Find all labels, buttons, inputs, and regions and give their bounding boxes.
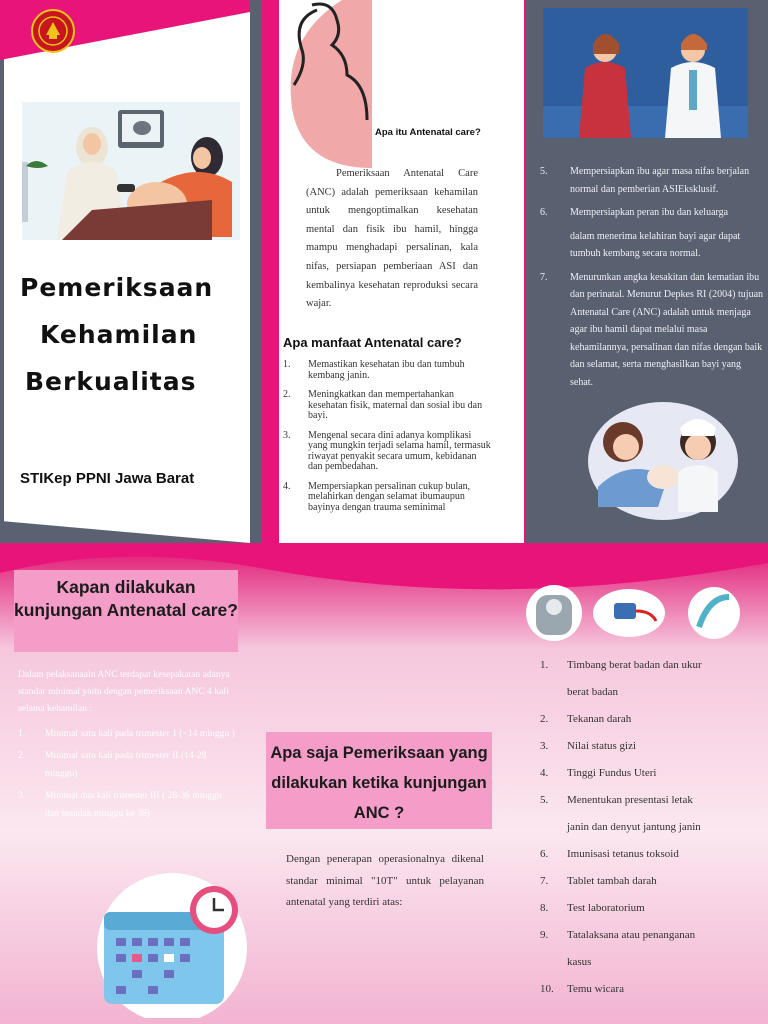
list-item: [540, 679, 760, 706]
benefits-list-continued: [540, 163, 766, 397]
list-number: [540, 949, 567, 976]
list-number: 3.: [540, 740, 549, 752]
list-number: 7.: [540, 271, 548, 283]
list-number: 5.: [540, 166, 548, 177]
list-item: [540, 163, 766, 198]
pregnant-woman-illustration: [282, 0, 372, 168]
list-text: kasus: [567, 956, 592, 968]
list-item: [540, 787, 760, 814]
list-item: [540, 949, 760, 976]
list-number: [540, 228, 570, 263]
list-number: 7.: [540, 875, 549, 887]
list-number: 6.: [540, 207, 548, 218]
list-number: [540, 679, 567, 706]
cover-title-line-2: Kehamilan: [40, 320, 198, 349]
list-item: [18, 747, 236, 783]
list-text: Tatalaksana atau penanganan: [567, 929, 696, 941]
list-text: Tekanan darah: [567, 713, 632, 725]
list-number: 2.: [540, 713, 549, 725]
list-text: Test laboratorium: [567, 902, 645, 914]
cover-subtitle: STIKep PPNI Jawa Barat: [20, 470, 195, 487]
anc-examinations-heading-box: [266, 732, 492, 829]
list-number: 8.: [540, 902, 549, 914]
list-text: Imunisasi tetanus toksoid: [567, 848, 679, 860]
when-visit-heading-box: [14, 570, 238, 652]
list-item: [540, 733, 760, 760]
list-item: [283, 482, 493, 514]
institution-logo: [30, 8, 76, 54]
list-text: Minimal dua kali trimester III ( 28-36 minggu dan sesudah minggu ke 36): [45, 790, 222, 819]
list-text: Nilai status gizi: [567, 740, 637, 752]
list-item: [18, 725, 236, 743]
anc-examinations-heading: Apa saja Pemeriksaan yang dilakukan ketika kunjungan ANC ?: [270, 744, 488, 822]
list-item: [540, 922, 760, 949]
list-text: Memastikan kesehatan ibu dan tumbuh kembang janin.: [308, 359, 465, 381]
list-number: 1.: [283, 359, 291, 370]
list-item: [540, 841, 760, 868]
list-text: Mempersiapkan peran ibu dan keluarga: [570, 207, 729, 218]
list-item: [283, 431, 493, 473]
list-text: Menurunkan angka kesakitan dan kematian ibu dan perinatal. Menurut Depkes RI (2004) tujuan Antenatal Care (ANC) adalah untuk menjaga agar ibu hamil dapat melalui masa kehamilannya, persalinan dan nifas dengan baik dan selamat, serta menghasilkan bayi yang sehat.: [570, 271, 764, 388]
list-number: 2.: [18, 750, 26, 761]
list-number: 4.: [283, 480, 291, 492]
newborn-care-illustration: [588, 402, 738, 520]
list-text: Minimal satu kali pada trimester 1 (<14 minggu ): [45, 728, 235, 739]
list-text: Tablet tambah darah: [567, 875, 657, 887]
list-item: [540, 976, 760, 1003]
list-text: Temu wicara: [567, 983, 624, 995]
list-text: Mempersiapkan ibu agar masa nifas berjalan normal dan pemberian ASIEksklusif.: [570, 166, 750, 195]
list-item: [540, 760, 760, 787]
list-text: Meningkatkan dan mempertahankan kesehatan fisik, maternal dan sosial ibu dan bayi.: [308, 389, 483, 421]
list-number: 4.: [540, 767, 549, 779]
list-text: Mengenal secara dini adanya komplikasi yang mungkin terjadi selama hamil, termasuk riwayat penyakit secara umum, kebidanan dan pembedahan.: [308, 429, 491, 472]
list-number: 5.: [540, 794, 549, 806]
list-item: [540, 228, 766, 263]
heading-what-is-antenatal-care: Apa itu Antenatal care?: [375, 127, 481, 138]
when-visit-heading: Kapan dilakukan kunjungan Antenatal care?: [14, 577, 238, 620]
antenatal-definition-paragraph: [306, 165, 478, 314]
visit-schedule-list: [18, 725, 236, 827]
list-item: [540, 706, 760, 733]
list-number: 10.: [540, 983, 554, 995]
antenatal-definition-text: Pemeriksaan Antenatal Care (ANC) adalah pemeriksaan kehamilan untuk mengoptimalkan kesehatan mental dan fisik ibu hamil, hingga mampu menghadapi persalinan, kala nifas, persiapan pemberiaan ASI dan kembalinya kesehatan reproduksi secara wajar.: [306, 168, 478, 310]
list-item: [18, 787, 236, 823]
list-number: 1.: [540, 659, 549, 671]
brochure-inner-side: [0, 543, 768, 1024]
list-text: Timbang berat badan dan ukur: [567, 659, 702, 671]
list-text: Minimal satu kali pada trimester II (14-28 minggu): [45, 750, 207, 779]
heading-benefits: Apa manfaat Antenatal care?: [283, 335, 462, 350]
list-item: [540, 868, 760, 895]
list-item: [540, 269, 766, 392]
list-text: Mempersiapkan persalinan cukup bulan, melahirkan dengan selamat ibumaupun bayinya dengan trauma seminimal: [308, 480, 471, 513]
cover-title-line-3: Berkualitas: [25, 367, 197, 396]
list-text: Menentukan presentasi letak: [567, 794, 693, 806]
list-item: [540, 814, 760, 841]
medical-tools-icons: [524, 585, 754, 645]
anc-standard-intro: Dalam pelaksanaain ANC terdapat kesepakatan adanya standar minimal yaitu dengan pemeriksaan ANC 4 kali selama kehamilan :: [18, 669, 230, 714]
list-text: Tinggi Fundus Uteri: [567, 767, 657, 779]
list-text: janin dan denyut jantung janin: [567, 821, 701, 833]
list-item: [540, 652, 760, 679]
doctor-consultation-illustration: [543, 8, 748, 138]
list-number: 3.: [18, 790, 26, 801]
list-text: berat badan: [567, 686, 618, 698]
list-item: [540, 204, 766, 222]
list-number: 3.: [283, 429, 291, 441]
list-item: [283, 390, 493, 422]
10t-examination-list: [540, 652, 760, 1003]
cover-panel: [4, 0, 250, 543]
10t-standard-intro: Dengan penerapan operasionalnya dikenal standar minimal "10T" untuk pelayanan antenatal yang terdiri atas:: [286, 853, 484, 908]
list-item: [283, 360, 493, 381]
list-number: 1.: [18, 728, 26, 739]
benefits-list: [283, 360, 493, 522]
list-number: 2.: [283, 389, 291, 400]
list-item: [540, 895, 760, 922]
list-number: 6.: [540, 848, 549, 860]
calendar-clock-illustration: [92, 868, 252, 1018]
list-text: dalam menerima kelahiran bayi agar dapat tumbuh kembang secara normal.: [570, 230, 741, 259]
list-number: [540, 814, 567, 841]
ultrasound-illustration: [22, 102, 240, 240]
list-number: 9.: [540, 929, 549, 941]
cover-title-line-1: Pemeriksaan: [20, 273, 214, 302]
